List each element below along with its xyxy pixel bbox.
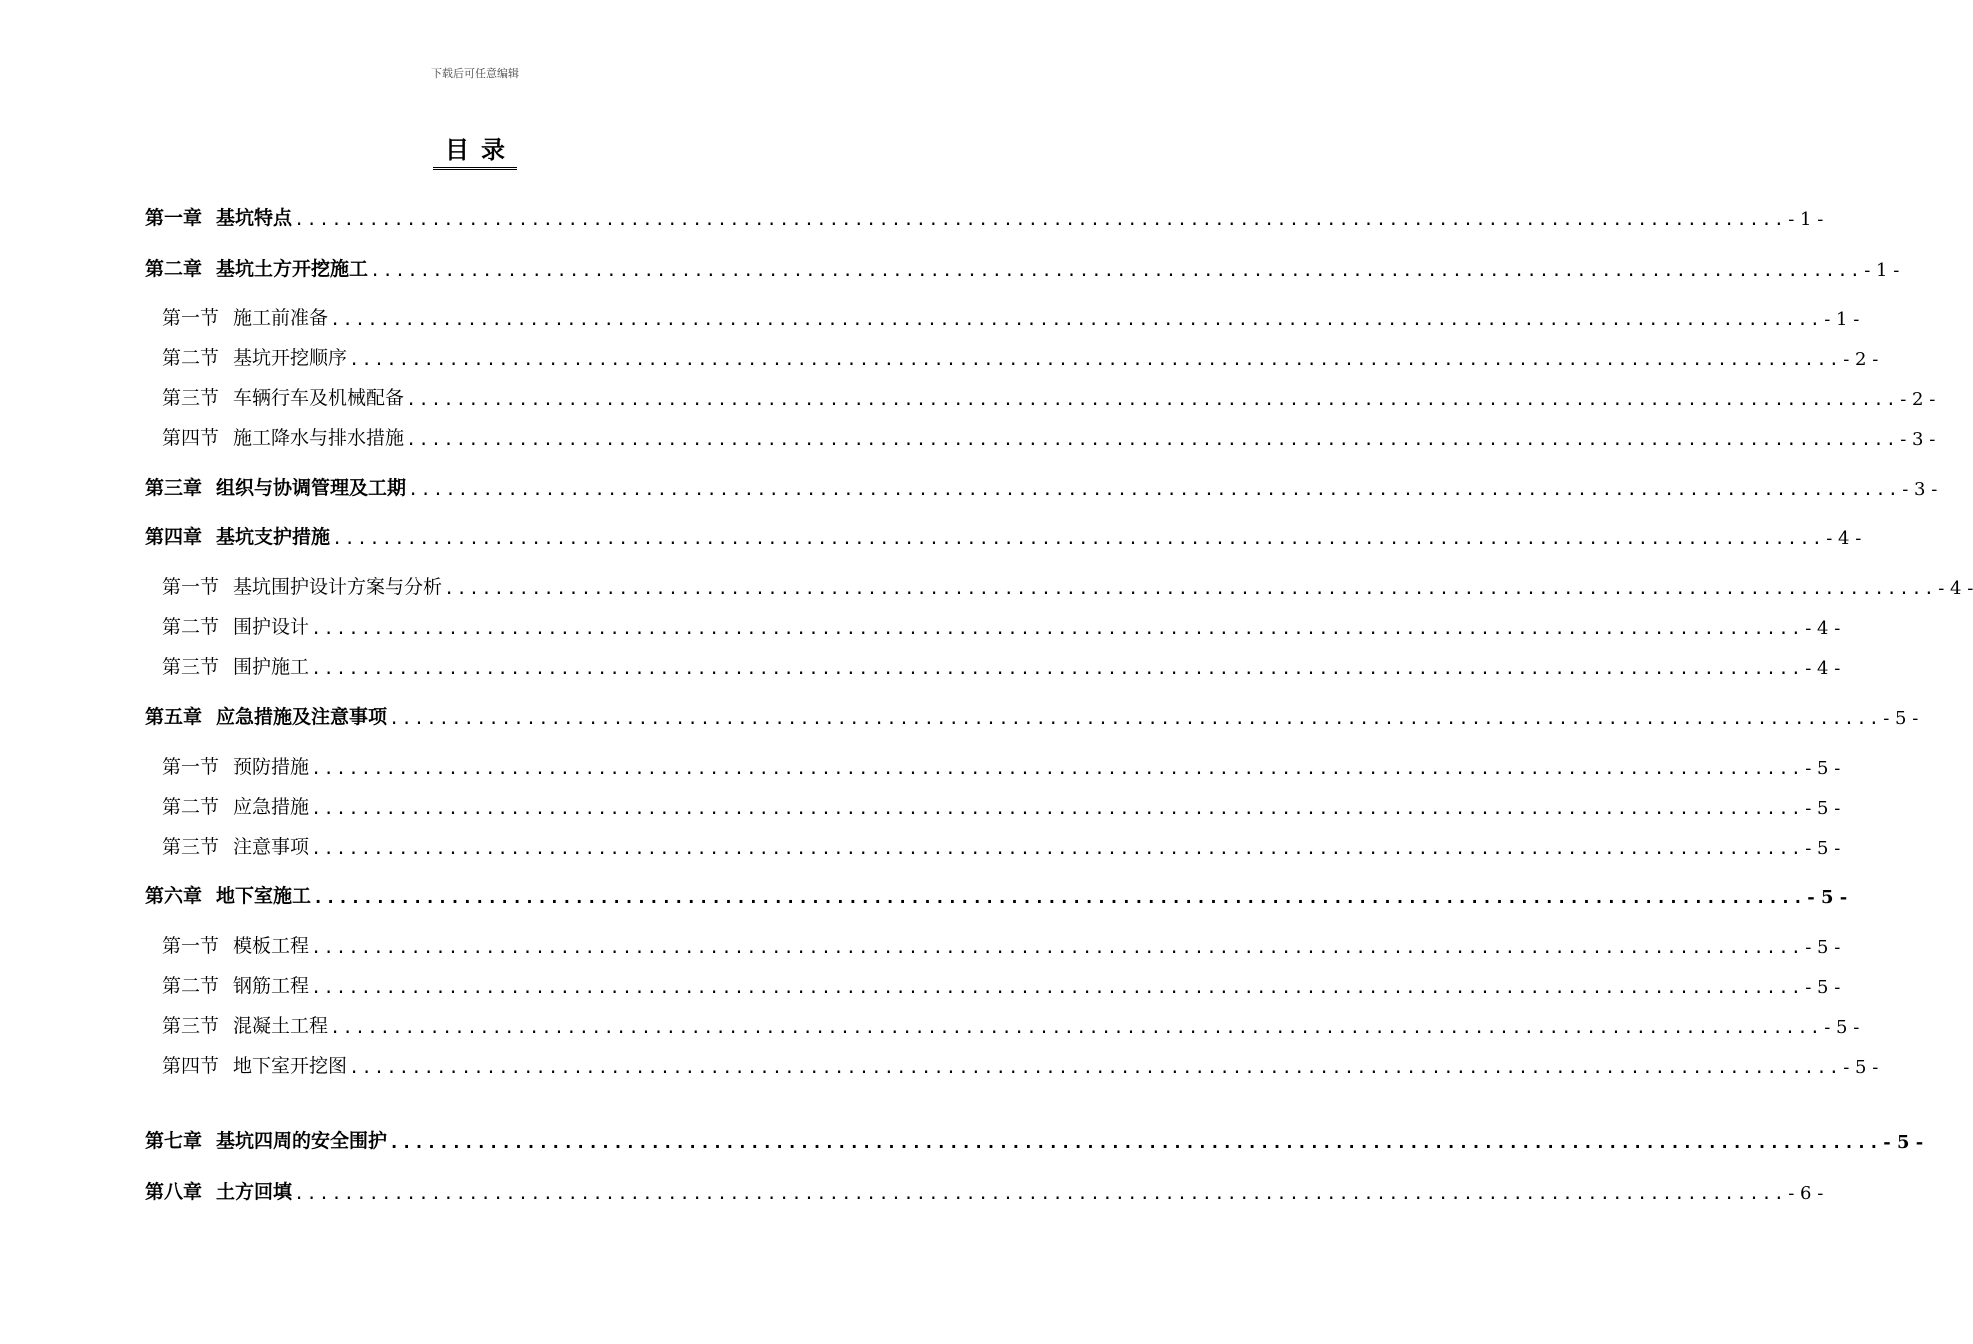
toc-entry-section-4-2[interactable] bbox=[145, 609, 1841, 639]
dot-leader: ........................................................................................................................ bbox=[311, 659, 1804, 679]
toc-entry-section-2-3[interactable] bbox=[145, 380, 1936, 410]
entry-title: 组织与协调管理及工期 bbox=[216, 477, 407, 499]
entry-title: 地下室开挖图 bbox=[233, 1055, 348, 1077]
dot-leader: ........................................................................................................................ bbox=[311, 938, 1804, 958]
entry-number: 第一节 bbox=[162, 576, 220, 598]
entry-number: 第四节 bbox=[162, 427, 220, 449]
dot-leader: ........................................................................................................................ bbox=[370, 261, 1863, 281]
entry-page: - 5 - bbox=[1805, 838, 1841, 859]
toc-entry-section-6-1[interactable] bbox=[145, 928, 1841, 958]
entry-number: 第三节 bbox=[162, 836, 220, 858]
entry-number: 第六章 bbox=[145, 885, 203, 907]
entry-page: - 5 - bbox=[1805, 758, 1841, 779]
entry-page: - 4 - bbox=[1826, 528, 1862, 549]
entry-title: 预防措施 bbox=[233, 756, 310, 778]
entry-title: 围护设计 bbox=[233, 616, 310, 638]
entry-page: - 1 - bbox=[1864, 260, 1900, 281]
entry-page: - 1 - bbox=[1824, 309, 1860, 330]
entry-title: 施工前准备 bbox=[233, 307, 329, 329]
dot-leader: ........................................................................................................................ bbox=[294, 210, 1787, 230]
entry-page: - 6 - bbox=[1788, 1183, 1824, 1204]
toc-entry-section-4-3[interactable] bbox=[145, 649, 1841, 679]
entry-title: 施工降水与排水措施 bbox=[233, 427, 405, 449]
entry-number: 第一节 bbox=[162, 307, 220, 329]
toc-entry-section-6-4[interactable] bbox=[145, 1048, 1879, 1078]
dot-leader: ........................................................................................................................ bbox=[406, 430, 1899, 450]
toc-entry-chapter-4[interactable] bbox=[145, 519, 1862, 549]
entry-title: 地下室施工 bbox=[216, 885, 312, 907]
dot-leader: ........................................................................................................................ bbox=[311, 799, 1804, 819]
dot-leader: ........................................................................................................................ bbox=[311, 839, 1804, 859]
entry-title: 基坑特点 bbox=[216, 207, 293, 229]
entry-title: 注意事项 bbox=[233, 836, 310, 858]
entry-page: - 5 - bbox=[1883, 1132, 1924, 1153]
dot-leader: ........................................................................................................................ bbox=[294, 1184, 1787, 1204]
entry-title: 混凝土工程 bbox=[233, 1015, 329, 1037]
dot-leader: ........................................................................................................................ bbox=[389, 709, 1882, 729]
entry-title: 基坑支护措施 bbox=[216, 526, 331, 548]
toc-title: 目录 bbox=[433, 130, 517, 170]
entry-title: 应急措施及注意事项 bbox=[216, 706, 388, 728]
entry-page: - 1 - bbox=[1788, 209, 1824, 230]
entry-title: 钢筋工程 bbox=[233, 975, 310, 997]
toc-entry-chapter-2[interactable] bbox=[145, 251, 1900, 281]
entry-number: 第三章 bbox=[145, 477, 203, 499]
dot-leader: ........................................................................................................................ bbox=[330, 310, 1823, 330]
entry-title: 车辆行车及机械配备 bbox=[233, 387, 405, 409]
dot-leader: ........................................................................................................................ bbox=[444, 579, 1937, 599]
dot-leader: ........................................................................................................................ bbox=[332, 529, 1825, 549]
toc-entry-section-4-1[interactable] bbox=[145, 569, 1973, 599]
entry-title: 基坑围护设计方案与分析 bbox=[233, 576, 443, 598]
toc-entry-section-2-1[interactable] bbox=[145, 300, 1860, 330]
dot-leader: ........................................................................................................................ bbox=[313, 888, 1806, 908]
dot-leader: ........................................................................................................................ bbox=[408, 480, 1901, 500]
toc-entry-section-5-2[interactable] bbox=[145, 789, 1841, 819]
dot-leader: ........................................................................................................................ bbox=[349, 350, 1842, 370]
entry-page: - 5 - bbox=[1805, 798, 1841, 819]
toc-entry-chapter-8[interactable] bbox=[145, 1174, 1824, 1204]
entry-number: 第二章 bbox=[145, 258, 203, 280]
entry-number: 第三节 bbox=[162, 1015, 220, 1037]
dot-leader: ........................................................................................................................ bbox=[349, 1058, 1842, 1078]
entry-title: 基坑开挖顺序 bbox=[233, 347, 348, 369]
entry-number: 第五章 bbox=[145, 706, 203, 728]
entry-number: 第八章 bbox=[145, 1181, 203, 1203]
entry-page: - 4 - bbox=[1805, 618, 1841, 639]
entry-title: 围护施工 bbox=[233, 656, 310, 678]
toc-entry-section-5-3[interactable] bbox=[145, 829, 1841, 859]
entry-number: 第一节 bbox=[162, 935, 220, 957]
entry-number: 第二节 bbox=[162, 616, 220, 638]
entry-title: 模板工程 bbox=[233, 935, 310, 957]
entry-number: 第四节 bbox=[162, 1055, 220, 1077]
entry-page: - 5 - bbox=[1805, 977, 1841, 998]
dot-leader: ........................................................................................................................ bbox=[406, 390, 1899, 410]
toc-entry-section-2-4[interactable] bbox=[145, 420, 1936, 450]
toc-entry-section-5-1[interactable] bbox=[145, 749, 1841, 779]
entry-number: 第二节 bbox=[162, 347, 220, 369]
entry-page: - 4 - bbox=[1805, 658, 1841, 679]
entry-page: - 2 - bbox=[1843, 349, 1879, 370]
dot-leader: ........................................................................................................................ bbox=[330, 1018, 1823, 1038]
dot-leader: ........................................................................................................................ bbox=[311, 759, 1804, 779]
entry-number: 第四章 bbox=[145, 526, 203, 548]
toc-entry-section-2-2[interactable] bbox=[145, 340, 1879, 370]
toc-entry-chapter-5[interactable] bbox=[145, 699, 1919, 729]
entry-number: 第二节 bbox=[162, 796, 220, 818]
entry-page: - 3 - bbox=[1900, 429, 1936, 450]
page-header-note: 下载后可任意编辑 bbox=[431, 67, 519, 80]
entry-page: - 3 - bbox=[1902, 479, 1938, 500]
dot-leader: ........................................................................................................................ bbox=[311, 978, 1804, 998]
entry-number: 第七章 bbox=[145, 1130, 203, 1152]
toc-entry-chapter-1[interactable] bbox=[145, 200, 1824, 230]
toc-entry-chapter-7[interactable] bbox=[145, 1123, 1924, 1153]
toc-entry-chapter-3[interactable] bbox=[145, 470, 1938, 500]
entry-number: 第三节 bbox=[162, 387, 220, 409]
toc-title-wrap bbox=[0, 130, 950, 170]
entry-title: 土方回填 bbox=[216, 1181, 293, 1203]
dot-leader: ........................................................................................................................ bbox=[311, 619, 1804, 639]
entry-page: - 5 - bbox=[1883, 708, 1919, 729]
dot-leader: ........................................................................................................................ bbox=[389, 1133, 1882, 1153]
entry-page: - 5 - bbox=[1807, 887, 1848, 908]
entry-page: - 2 - bbox=[1900, 389, 1936, 410]
entry-page: - 4 - bbox=[1938, 578, 1973, 599]
toc-entry-section-6-3[interactable] bbox=[145, 1008, 1860, 1038]
entry-title: 基坑四周的安全围护 bbox=[216, 1130, 388, 1152]
entry-number: 第二节 bbox=[162, 975, 220, 997]
toc-entry-chapter-6[interactable] bbox=[145, 878, 1848, 908]
toc-entry-section-6-2[interactable] bbox=[145, 968, 1841, 998]
entry-title: 应急措施 bbox=[233, 796, 310, 818]
entry-page: - 5 - bbox=[1805, 937, 1841, 958]
entry-number: 第三节 bbox=[162, 656, 220, 678]
entry-page: - 5 - bbox=[1843, 1057, 1879, 1078]
entry-number: 第一章 bbox=[145, 207, 203, 229]
entry-number: 第一节 bbox=[162, 756, 220, 778]
entry-title: 基坑土方开挖施工 bbox=[216, 258, 369, 280]
entry-page: - 5 - bbox=[1824, 1017, 1860, 1038]
